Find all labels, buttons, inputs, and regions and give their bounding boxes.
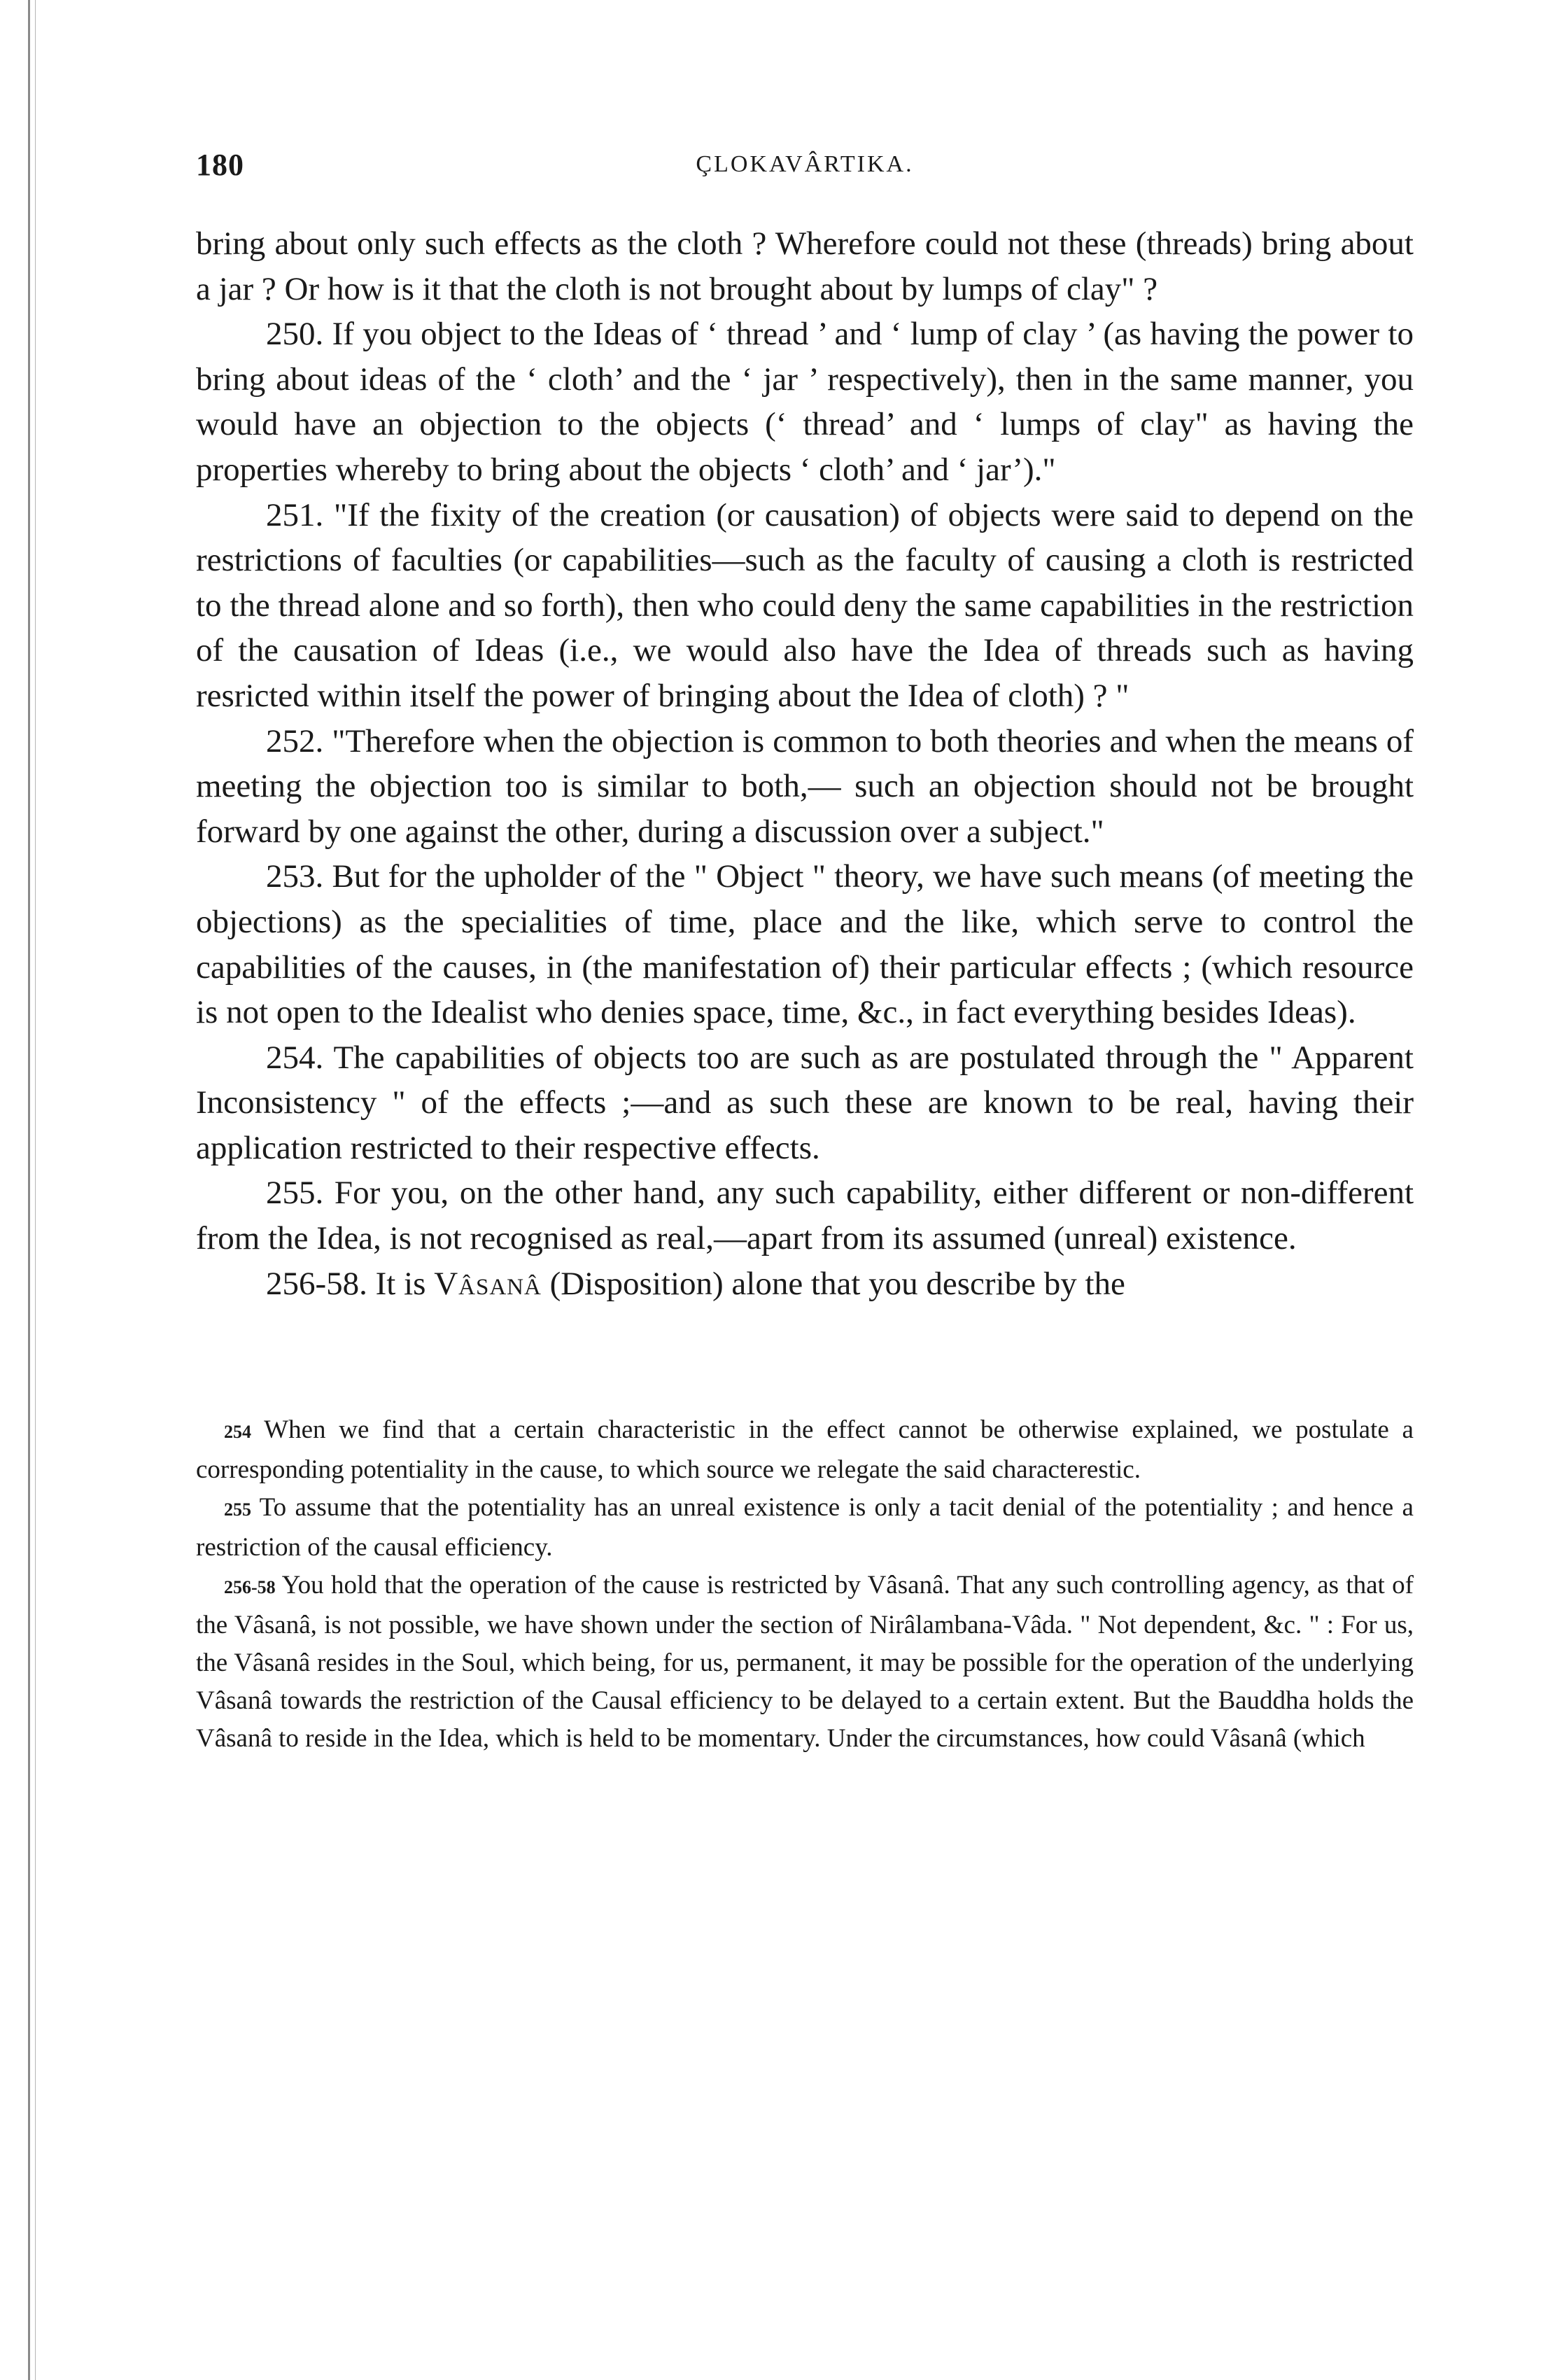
verse-254: 254. The capabilities of objects too are such as are postulated through the " Apparent Inconsistency " of the effects ;—and as such these are known to be real, having their application restricted to their respective effects.: [196, 1039, 1414, 1166]
footnote-marker: 254: [224, 1422, 251, 1443]
verse-251: 251. "If the fixity of the creation (or causation) of objects were said to depend on the restrictions of faculties (or capabilities—such as the faculty of causing a cloth is restricted to the thread alone and so forth), then who could deny the same capabilities in the restriction of the causation of Ideas (i.e., we would also have the Idea of threads such as having resricted within itself the power of bringing about the Idea of cloth) ? ": [196, 496, 1414, 714]
running-title: ÇLOKAVÂRTIKA.: [696, 151, 914, 177]
verse-256-58-rest: (Disposition) alone that you describe by the: [549, 1265, 1125, 1302]
footnote-255: [196, 1489, 1414, 1567]
footnote-marker: 256-58: [224, 1577, 276, 1598]
verse-250: 250. If you object to the Ideas of ‘ thread ’ and ‘ lump of clay ’ (as having the power to bring about ideas of the ‘ cloth’ and the ‘ jar ’ respectively), then in the same manner, you would have an objection to the objects (‘ thread’ and ‘ lumps of clay" as having the properties whereby to bring about the objects ‘ cloth’ and ‘ jar’).": [196, 316, 1414, 488]
vasana-term: Vâsanâ: [434, 1265, 542, 1302]
verse-256-58: [196, 1261, 1414, 1307]
footnote-text: To assume that the potentiality has an unreal existence is only a tacit denial of the potentiality ; and hence a restriction of the causal efficiency.: [196, 1493, 1414, 1562]
page-header: [196, 147, 1414, 196]
paragraph-continued: bring about only such effects as the cloth ? Wherefore could not these (threads) bring about a jar ? Or how is it that the cloth is not brought about by lumps of clay" ?: [196, 225, 1414, 307]
footnote-text: You hold that the operation of the cause is restricted by Vâsanâ. That any such controlling agency, as that of the Vâsanâ, is not possible, we have shown under the section of Nirâlambana-Vâda. " Not dependent, &c. " : For us, the Vâsanâ resides in the Soul, which being, for us, permanent, it may be possible for the operation of the underlying Vâsanâ towards the restriction of the Causal efficiency to be delayed to a certain extent. But the Bauddha holds the Vâsanâ to reside in the Idea, which is held to be momentary. Under the circumstances, how could Vâsanâ (which: [196, 1571, 1414, 1754]
page-edge-shadow: [28, 0, 30, 2380]
page: [196, 147, 1414, 1758]
footnote-text: When we find that a certain characteristic in the effect cannot be otherwise explained, we postulate a corresponding potentiality in the cause, to which source we relegate the said characterestic.: [196, 1415, 1414, 1485]
verse-255: 255. For you, on the other hand, any such capability, either different or non-different from the Idea, is not recognised as real,—apart from its assumed (unreal) existence.: [196, 1175, 1414, 1257]
footnote-254: [196, 1411, 1414, 1489]
footnote-256-58: [196, 1567, 1414, 1758]
verse-256-58-lead: 256-58. It is: [266, 1265, 426, 1302]
verse-252: 252. "Therefore when the objection is common to both theories and when the means of meeting the objection too is similar to both,— such an objection should not be brought forward by one against the other, during a discussion over a subject.": [196, 722, 1414, 850]
footnote-marker: 255: [224, 1499, 251, 1520]
verse-253: 253. But for the upholder of the " Object " theory, we have such means (of meeting the objections) as the specialities of time, place and the like, which serve to control the capabilities of the causes, in (the manifestation of) their particular effects ; (which resource is not open to the Idealist who denies space, time, &c., in fact everything besides Ideas).: [196, 858, 1414, 1031]
page-edge-shadow-thin: [35, 0, 36, 2380]
main-text: [196, 221, 1414, 1306]
page-number: 180: [196, 148, 244, 182]
footnotes: [196, 1411, 1414, 1758]
